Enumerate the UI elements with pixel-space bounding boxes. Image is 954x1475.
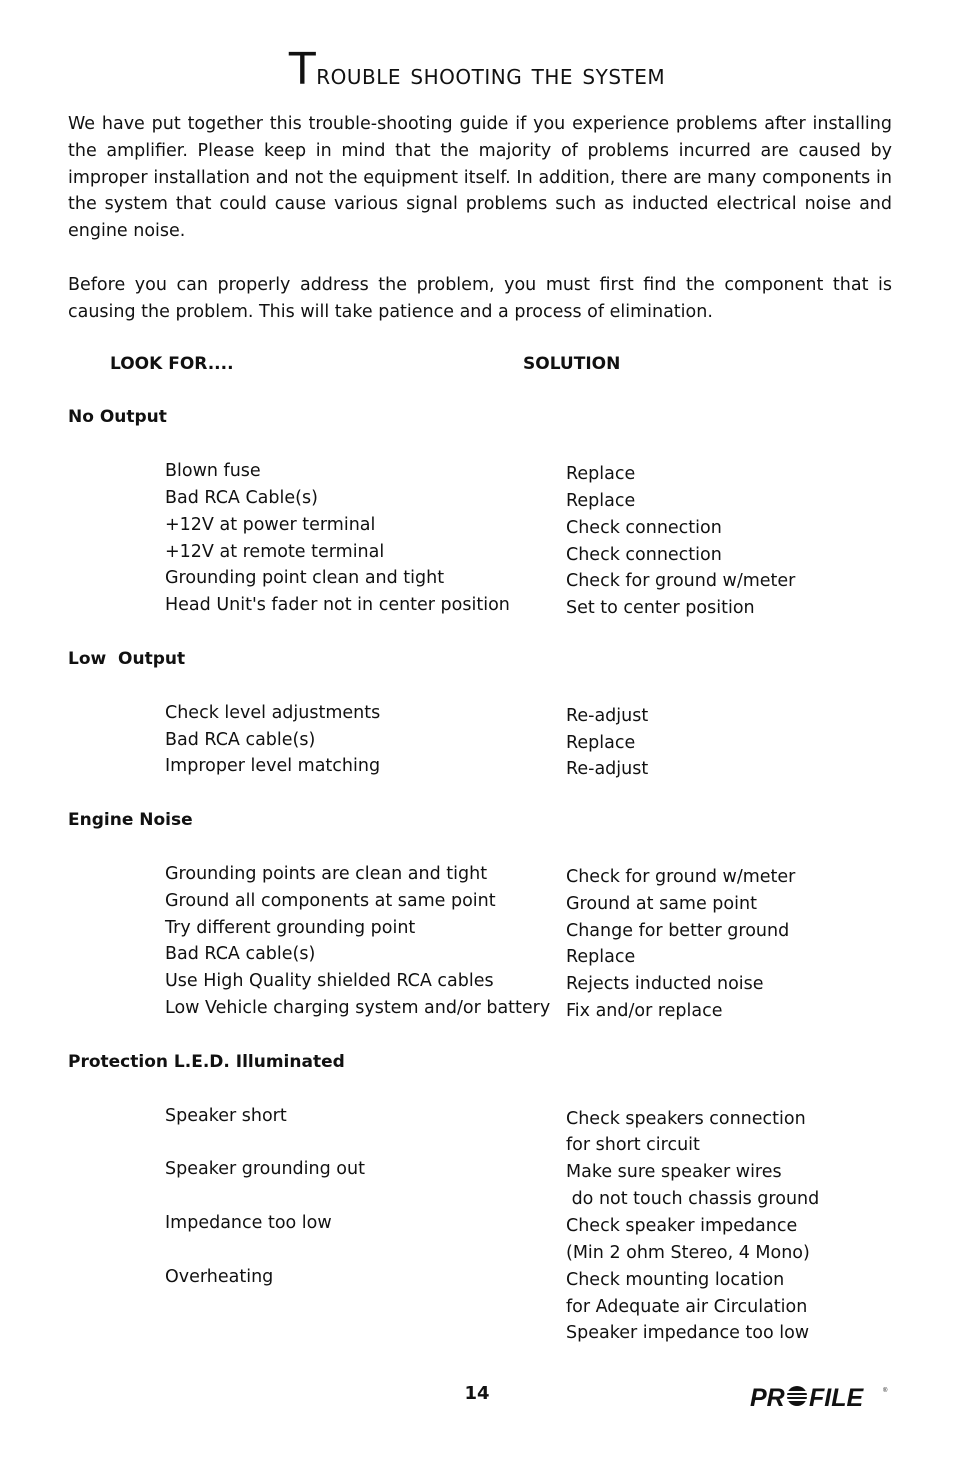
look-for-cell: Check level adjustments — [165, 703, 381, 723]
solution-cell: Replace — [566, 491, 636, 511]
look-for-cell: Speaker grounding out — [165, 1159, 365, 1179]
look-for-cell: Improper level matching — [165, 756, 381, 776]
look-for-cell: +12V at power terminal — [165, 515, 376, 535]
look-for-cell: Overheating — [165, 1267, 274, 1287]
table-row — [165, 542, 925, 569]
table-row — [165, 1106, 925, 1160]
second-paragraph: Before you can properly address the problem, you must first find the component that is causing the problem. This will take patience and a process of elimination. — [68, 275, 892, 322]
section-heading-no-output: No Output — [68, 407, 167, 427]
solution-cell: Re-adjust — [566, 759, 649, 779]
logo-globe-icon — [786, 1386, 808, 1406]
solution-cell: Re-adjust — [566, 706, 649, 726]
page-title: Trouble shooting the system — [288, 44, 666, 95]
table-row — [165, 864, 925, 891]
solution-cell: Replace — [566, 947, 636, 967]
solution-cell: Check for ground w/meter — [566, 571, 796, 591]
look-for-cell: +12V at remote terminal — [165, 542, 385, 562]
table-row — [165, 730, 925, 757]
section-heading-low-output: Low Output — [68, 649, 186, 669]
look-for-cell: Head Unit's fader not in center position — [165, 595, 510, 615]
table-row — [165, 998, 925, 1025]
table-row — [165, 568, 925, 595]
solution-cell: Set to center position — [566, 598, 755, 618]
solution-cell: Check speaker impedance — [566, 1216, 798, 1236]
solution-cell: Check connection — [566, 518, 722, 538]
solution-cell-line2: (Min 2 ohm Stereo, 4 Mono) — [566, 1243, 810, 1263]
profile-logo — [750, 1383, 890, 1411]
table-row — [165, 515, 925, 542]
solution-cell: Make sure speaker wires — [566, 1162, 782, 1182]
table-row — [165, 891, 925, 918]
look-for-cell: Bad RCA Cable(s) — [165, 488, 318, 508]
look-for-cell: Speaker short — [165, 1106, 287, 1126]
solution-cell-line2: do not touch chassis ground — [566, 1189, 820, 1209]
solution-cell: Replace — [566, 733, 636, 753]
look-for-cell: Try different grounding point — [165, 918, 416, 938]
solution-cell: Rejects inducted noise — [566, 974, 764, 994]
table-row — [165, 461, 925, 488]
solution-cell-line2: for Adequate air Circulation — [566, 1297, 808, 1317]
solution-cell: Check mounting location — [566, 1270, 785, 1290]
solution-cell: Ground at same point — [566, 894, 757, 914]
page-number: 14 — [464, 1383, 490, 1404]
table-row — [165, 918, 925, 945]
look-for-cell: Impedance too low — [165, 1213, 332, 1233]
solution-cell: Check for ground w/meter — [566, 867, 796, 887]
table-row — [165, 595, 925, 622]
intro-paragraph: We have put together this trouble-shooting guide if you experience problems after installing the amplifier. Please keep in mind that the majority of problems incurred are caused by improper installation and not the equipment itself. In addition, there are many components in the system that could cause various signal problems such as inducted electrical noise and engine noise. — [68, 114, 892, 242]
table-row — [165, 971, 925, 998]
table-row — [165, 944, 925, 971]
section-heading-protection-led: Protection L.E.D. Illuminated — [68, 1052, 345, 1072]
look-for-cell: Grounding point clean and tight — [165, 568, 445, 588]
svg-text:®: ® — [883, 1388, 888, 1394]
look-for-cell: Bad RCA cable(s) — [165, 944, 316, 964]
table-row — [165, 1267, 925, 1348]
solution-cell: Replace — [566, 464, 636, 484]
look-for-cell: Ground all components at same point — [165, 891, 496, 911]
solution-cell: Check connection — [566, 545, 722, 565]
table-row — [165, 488, 925, 515]
table-row — [165, 756, 925, 783]
solution-header: SOLUTION — [523, 354, 621, 374]
solution-cell: Change for better ground — [566, 921, 790, 941]
look-for-cell: Bad RCA cable(s) — [165, 730, 316, 750]
solution-cell-line2: for short circuit — [566, 1135, 700, 1155]
section-heading-engine-noise: Engine Noise — [68, 810, 193, 830]
solution-cell-line3: Speaker impedance too low — [566, 1323, 810, 1343]
table-row — [165, 1213, 925, 1267]
look-for-header: LOOK FOR.... — [110, 354, 234, 374]
look-for-cell: Use High Quality shielded RCA cables — [165, 971, 494, 991]
solution-cell: Fix and/or replace — [566, 1001, 723, 1021]
look-for-cell: Low Vehicle charging system and/or battery — [165, 998, 551, 1018]
look-for-cell: Grounding points are clean and tight — [165, 864, 488, 884]
solution-cell: Check speakers connection — [566, 1109, 806, 1129]
table-row — [165, 1159, 925, 1213]
table-row — [165, 703, 925, 730]
svg-text:FILE: FILE — [809, 1384, 864, 1411]
look-for-cell: Blown fuse — [165, 461, 261, 481]
svg-text:PR: PR — [750, 1384, 785, 1411]
